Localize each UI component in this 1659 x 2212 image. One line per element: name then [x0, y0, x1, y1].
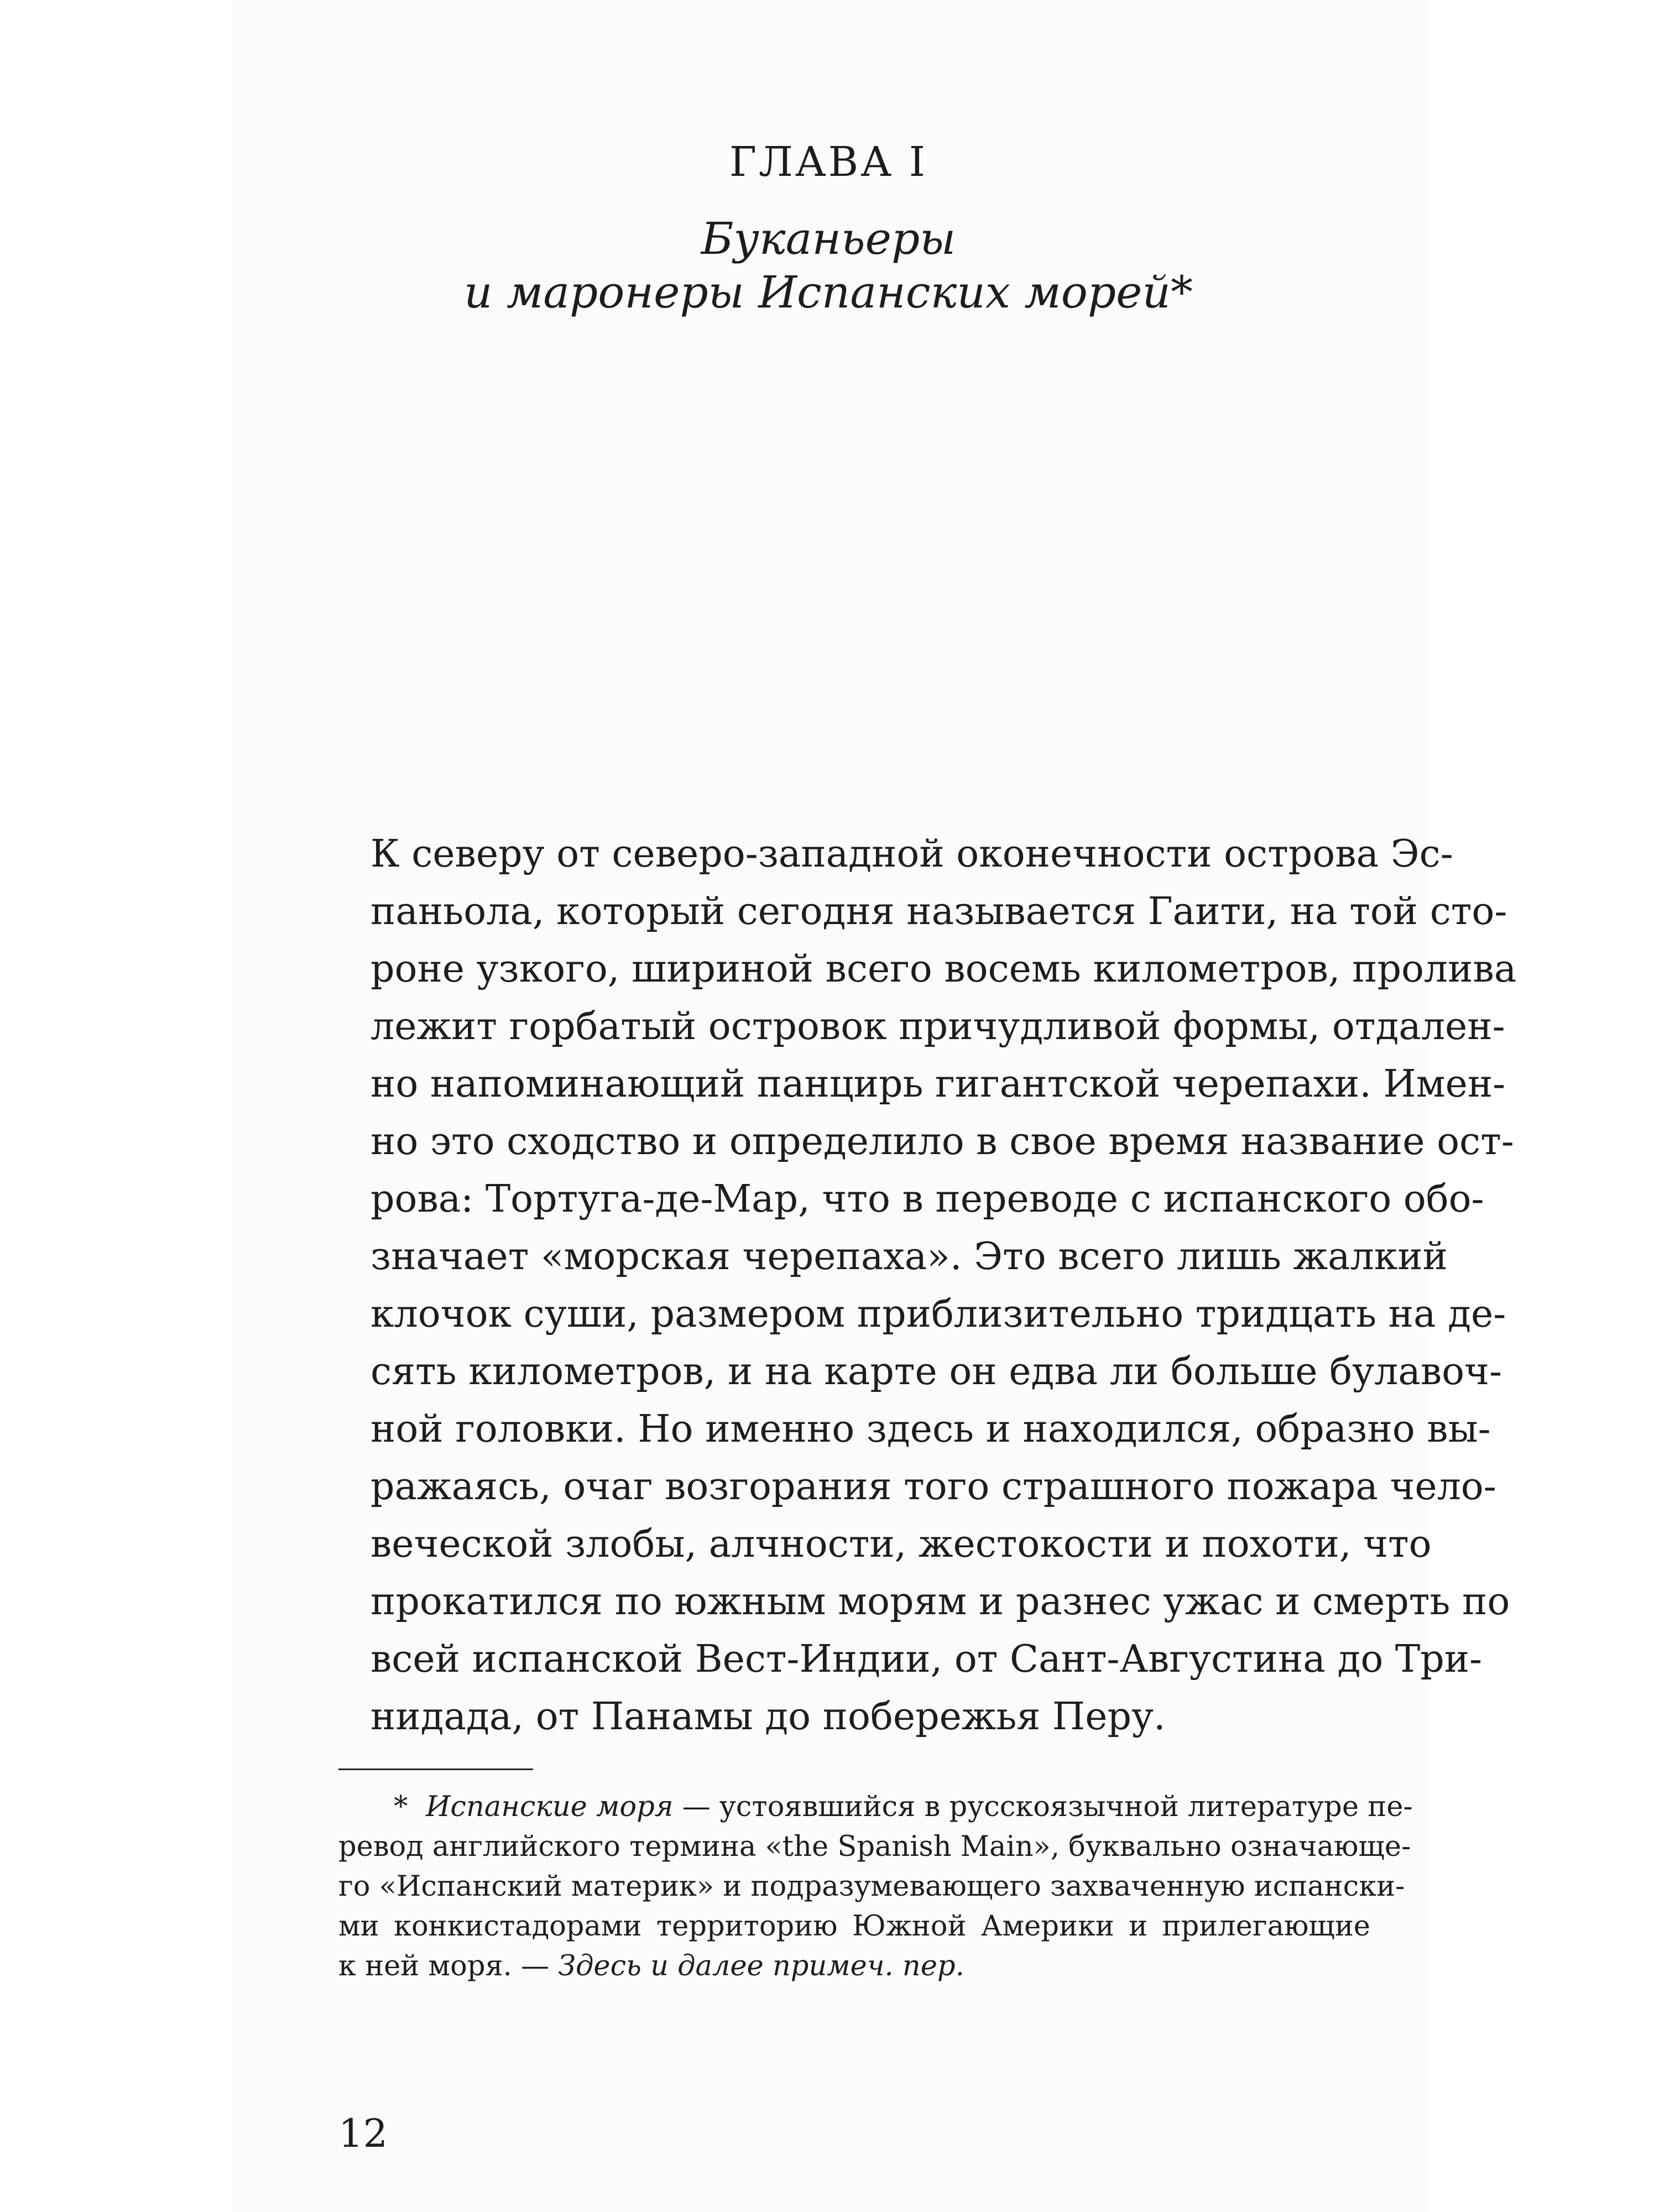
body-line: веческой злобы, алчности, жестокости и похоти, что — [371, 1522, 1432, 1566]
footnote-rule — [338, 1768, 533, 1770]
footnote-line: ми конкистадорами территорию Южной Америки и прилегающие — [338, 1910, 1370, 1943]
body-line: но напоминающий панцирь гигантской черепахи. Имен- — [371, 1062, 1506, 1106]
footnote-last-prefix: к ней моря. — — [338, 1950, 559, 1983]
footnote-line: го «Испанский материк» и подразумевающего захваченную испански- — [338, 1870, 1405, 1903]
body-line: значает «морская черепаха». Это всего лишь жалкий — [371, 1235, 1448, 1279]
footnote-line-last — [338, 1947, 1370, 1986]
chapter-title-line-1: Буканьеры — [701, 213, 956, 264]
chapter-label: ГЛАВА I — [729, 138, 927, 186]
body-line: роне узкого, шириной всего восемь километров, пролива — [371, 947, 1517, 991]
body-line: лежит горбатый островок причудливой формы, отдален- — [371, 1005, 1505, 1048]
footnote-line: ревод английского термина «the Spanish Main», буквально означающе- — [338, 1830, 1411, 1863]
body-line-last: нидада, от Панамы до побережья Перу. — [371, 1695, 1166, 1739]
footnote-line-1-rest: — устоявшийся в русскоязычной литературе пе- — [673, 1791, 1413, 1823]
footnote-term: Испанские моря — [425, 1791, 674, 1823]
body-line: ной головки. Но именно здесь и находился, образно вы- — [371, 1407, 1491, 1451]
footnote-marker: * — [394, 1791, 408, 1823]
body-line: всей испанской Вест-Индии, от Сант-Августина до Три- — [371, 1637, 1483, 1681]
page-number: 12 — [338, 2111, 388, 2156]
footnote-line — [338, 1787, 1413, 1827]
body-line: ражаясь, очаг возгорания того страшного пожара чело- — [371, 1465, 1496, 1509]
chapter-title-line-2: и маронеры Испанских морей* — [464, 267, 1193, 318]
body-line: рова: Тортуга-де-Мар, что в переводе с испанского обо- — [371, 1177, 1484, 1221]
body-line: но это сходство и определило в свое время название ост- — [371, 1120, 1514, 1164]
body-line: клочок суши, размером приблизительно тридцать на де- — [371, 1292, 1506, 1336]
body-line: сять километров, и на карте он едва ли больше булавоч- — [371, 1350, 1502, 1394]
body-line: паньола, который сегодня называется Гаити, на той сто- — [371, 890, 1507, 933]
footnote-translator-note: Здесь и далее примеч. пер. — [558, 1950, 964, 1983]
body-line: К северу от северо-западной оконечности острова Эс- — [371, 832, 1453, 876]
body-line: прокатился по южным морям и разнес ужас и смерть по — [371, 1580, 1510, 1624]
